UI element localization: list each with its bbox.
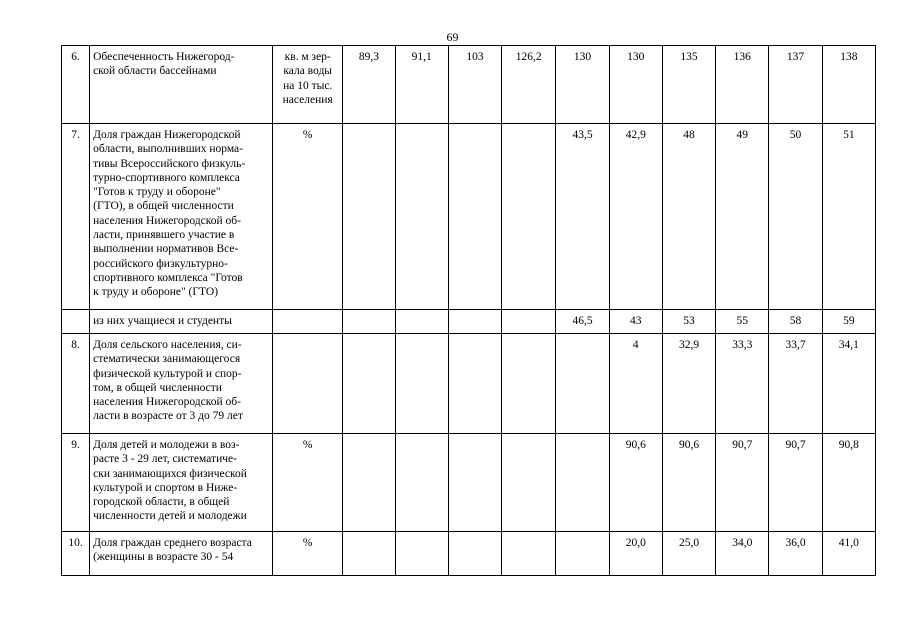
indicator-name-line: том, в общей численности bbox=[93, 381, 222, 394]
indicators-table bbox=[61, 45, 876, 576]
row-number: 8. bbox=[62, 334, 90, 434]
value-cell bbox=[448, 434, 501, 532]
value-cell bbox=[448, 334, 501, 434]
value-cell: 43 bbox=[609, 310, 662, 334]
table-body bbox=[62, 46, 876, 576]
row-number: 9. bbox=[62, 434, 90, 532]
value-cell: 25,0 bbox=[662, 532, 715, 576]
value-cell: 53 bbox=[662, 310, 715, 334]
value-cell bbox=[395, 532, 448, 576]
value-cell: 90,6 bbox=[662, 434, 715, 532]
indicator-name-line: спортивного комплекса "Готов bbox=[93, 271, 243, 284]
unit-line: % bbox=[302, 537, 313, 549]
unit-line: на 10 тыс. bbox=[283, 79, 333, 92]
value-cell: 130 bbox=[556, 46, 609, 124]
indicator-name-line: (ГТО), в общей численности bbox=[93, 200, 234, 213]
value-cell: 33,7 bbox=[769, 334, 822, 434]
indicator-name-line: "Готов к труду и обороне" bbox=[93, 186, 221, 199]
value-cell: 42,9 bbox=[609, 124, 662, 310]
indicator-name bbox=[90, 434, 273, 532]
row-number: 6. bbox=[62, 46, 90, 124]
indicator-name-line: турно-спортивного комплекса bbox=[93, 171, 240, 184]
value-cell: 20,0 bbox=[609, 532, 662, 576]
value-cell bbox=[343, 310, 395, 334]
value-cell: 91,1 bbox=[395, 46, 448, 124]
value-cell: 59 bbox=[822, 310, 875, 334]
unit-line: % bbox=[302, 439, 313, 451]
value-cell: 4 bbox=[609, 334, 662, 434]
value-cell: 33,3 bbox=[716, 334, 769, 434]
value-cell: 34,1 bbox=[822, 334, 875, 434]
value-cell bbox=[395, 434, 448, 532]
unit-cell bbox=[273, 434, 343, 532]
indicator-name bbox=[90, 334, 273, 434]
indicator-name-line: (женщины в возрасте 30 - 54 bbox=[93, 551, 234, 564]
value-cell: 126,2 bbox=[502, 46, 556, 124]
value-cell bbox=[448, 124, 501, 310]
indicator-name-line: к труду и обороне" (ГТО) bbox=[93, 286, 219, 299]
value-cell: 135 bbox=[662, 46, 715, 124]
value-cell bbox=[448, 310, 501, 334]
indicator-name-line: области, выполнивших норма- bbox=[93, 143, 243, 156]
table-row bbox=[62, 124, 876, 310]
indicator-name-line: стематически занимающегося bbox=[93, 353, 241, 366]
indicator-name-line: российского физкультурно- bbox=[93, 257, 228, 270]
table-row bbox=[62, 532, 876, 576]
value-cell bbox=[502, 334, 556, 434]
value-cell bbox=[502, 532, 556, 576]
value-cell bbox=[395, 124, 448, 310]
indicator-name-line: выполнении нормативов Все- bbox=[93, 243, 239, 256]
value-cell: 41,0 bbox=[822, 532, 875, 576]
indicator-name-line: численности детей и молодежи bbox=[93, 510, 247, 523]
indicator-name-line: Доля граждан Нижегородской bbox=[93, 129, 241, 141]
unit-cell bbox=[273, 334, 343, 434]
indicator-name-line: Доля граждан среднего возраста bbox=[93, 537, 252, 549]
row-number: 10. bbox=[62, 532, 90, 576]
value-cell: 46,5 bbox=[556, 310, 609, 334]
value-cell: 34,0 bbox=[716, 532, 769, 576]
value-cell: 136 bbox=[716, 46, 769, 124]
indicator-name-line: городской области, в общей bbox=[93, 496, 230, 509]
value-cell bbox=[556, 532, 609, 576]
value-cell: 89,3 bbox=[343, 46, 395, 124]
indicator-name-line: населения Нижегородской об- bbox=[93, 214, 241, 227]
value-cell: 55 bbox=[716, 310, 769, 334]
indicator-name-line: расте 3 - 29 лет, систематиче- bbox=[93, 453, 237, 466]
indicator-name-line: физической культурой и спор- bbox=[93, 367, 242, 380]
value-cell: 130 bbox=[609, 46, 662, 124]
row-number bbox=[62, 310, 90, 334]
indicator-name bbox=[90, 124, 273, 310]
indicator-name bbox=[90, 310, 273, 334]
value-cell: 50 bbox=[769, 124, 822, 310]
table-row bbox=[62, 310, 876, 334]
value-cell bbox=[343, 434, 395, 532]
table-row bbox=[62, 434, 876, 532]
value-cell: 90,8 bbox=[822, 434, 875, 532]
unit-cell bbox=[273, 532, 343, 576]
value-cell: 36,0 bbox=[769, 532, 822, 576]
indicator-name-line: ской области бассейнами bbox=[93, 65, 217, 78]
value-cell: 32,9 bbox=[662, 334, 715, 434]
table-row bbox=[62, 334, 876, 434]
value-cell bbox=[395, 334, 448, 434]
value-cell bbox=[395, 310, 448, 334]
value-cell bbox=[556, 434, 609, 532]
indicator-name-line: Обеспеченность Нижегород- bbox=[93, 51, 235, 63]
value-cell: 43,5 bbox=[556, 124, 609, 310]
value-cell: 51 bbox=[822, 124, 875, 310]
value-cell: 49 bbox=[716, 124, 769, 310]
indicator-name-line: из них учащиеся и студенты bbox=[93, 315, 232, 327]
indicator-name-line: тивы Всероссийского физкуль- bbox=[93, 157, 246, 170]
value-cell: 48 bbox=[662, 124, 715, 310]
unit-line: населения bbox=[282, 93, 333, 106]
indicator-name-line: культурой и спортом в Ниже- bbox=[93, 481, 238, 494]
unit-cell bbox=[273, 124, 343, 310]
value-cell: 58 bbox=[769, 310, 822, 334]
value-cell bbox=[343, 124, 395, 310]
unit-line: кала воды bbox=[283, 65, 333, 78]
value-cell bbox=[502, 434, 556, 532]
indicator-name bbox=[90, 532, 273, 576]
table-row bbox=[62, 46, 876, 124]
indicator-name-line: ски занимающихся физической bbox=[93, 467, 247, 480]
value-cell bbox=[502, 310, 556, 334]
row-number: 7. bbox=[62, 124, 90, 310]
value-cell bbox=[343, 532, 395, 576]
value-cell: 137 bbox=[769, 46, 822, 124]
value-cell bbox=[343, 334, 395, 434]
value-cell: 103 bbox=[448, 46, 501, 124]
unit-line: % bbox=[302, 129, 313, 141]
value-cell: 90,7 bbox=[716, 434, 769, 532]
indicator-name bbox=[90, 46, 273, 124]
indicator-name-line: ласти, принявшего участие в bbox=[93, 229, 235, 242]
indicator-name-line: Доля сельского населения, си- bbox=[93, 339, 242, 351]
unit-cell bbox=[273, 46, 343, 124]
indicator-name-line: ласти в возрасте от 3 до 79 лет bbox=[93, 410, 243, 423]
unit-cell bbox=[273, 310, 343, 334]
page-number: 69 bbox=[446, 30, 459, 44]
value-cell bbox=[448, 532, 501, 576]
value-cell: 90,6 bbox=[609, 434, 662, 532]
value-cell bbox=[556, 334, 609, 434]
value-cell: 90,7 bbox=[769, 434, 822, 532]
unit-line: кв. м зер- bbox=[284, 51, 331, 63]
value-cell: 138 bbox=[822, 46, 875, 124]
value-cell bbox=[502, 124, 556, 310]
indicator-name-line: населения Нижегородской об- bbox=[93, 396, 241, 409]
indicator-name-line: Доля детей и молодежи в воз- bbox=[93, 439, 240, 451]
